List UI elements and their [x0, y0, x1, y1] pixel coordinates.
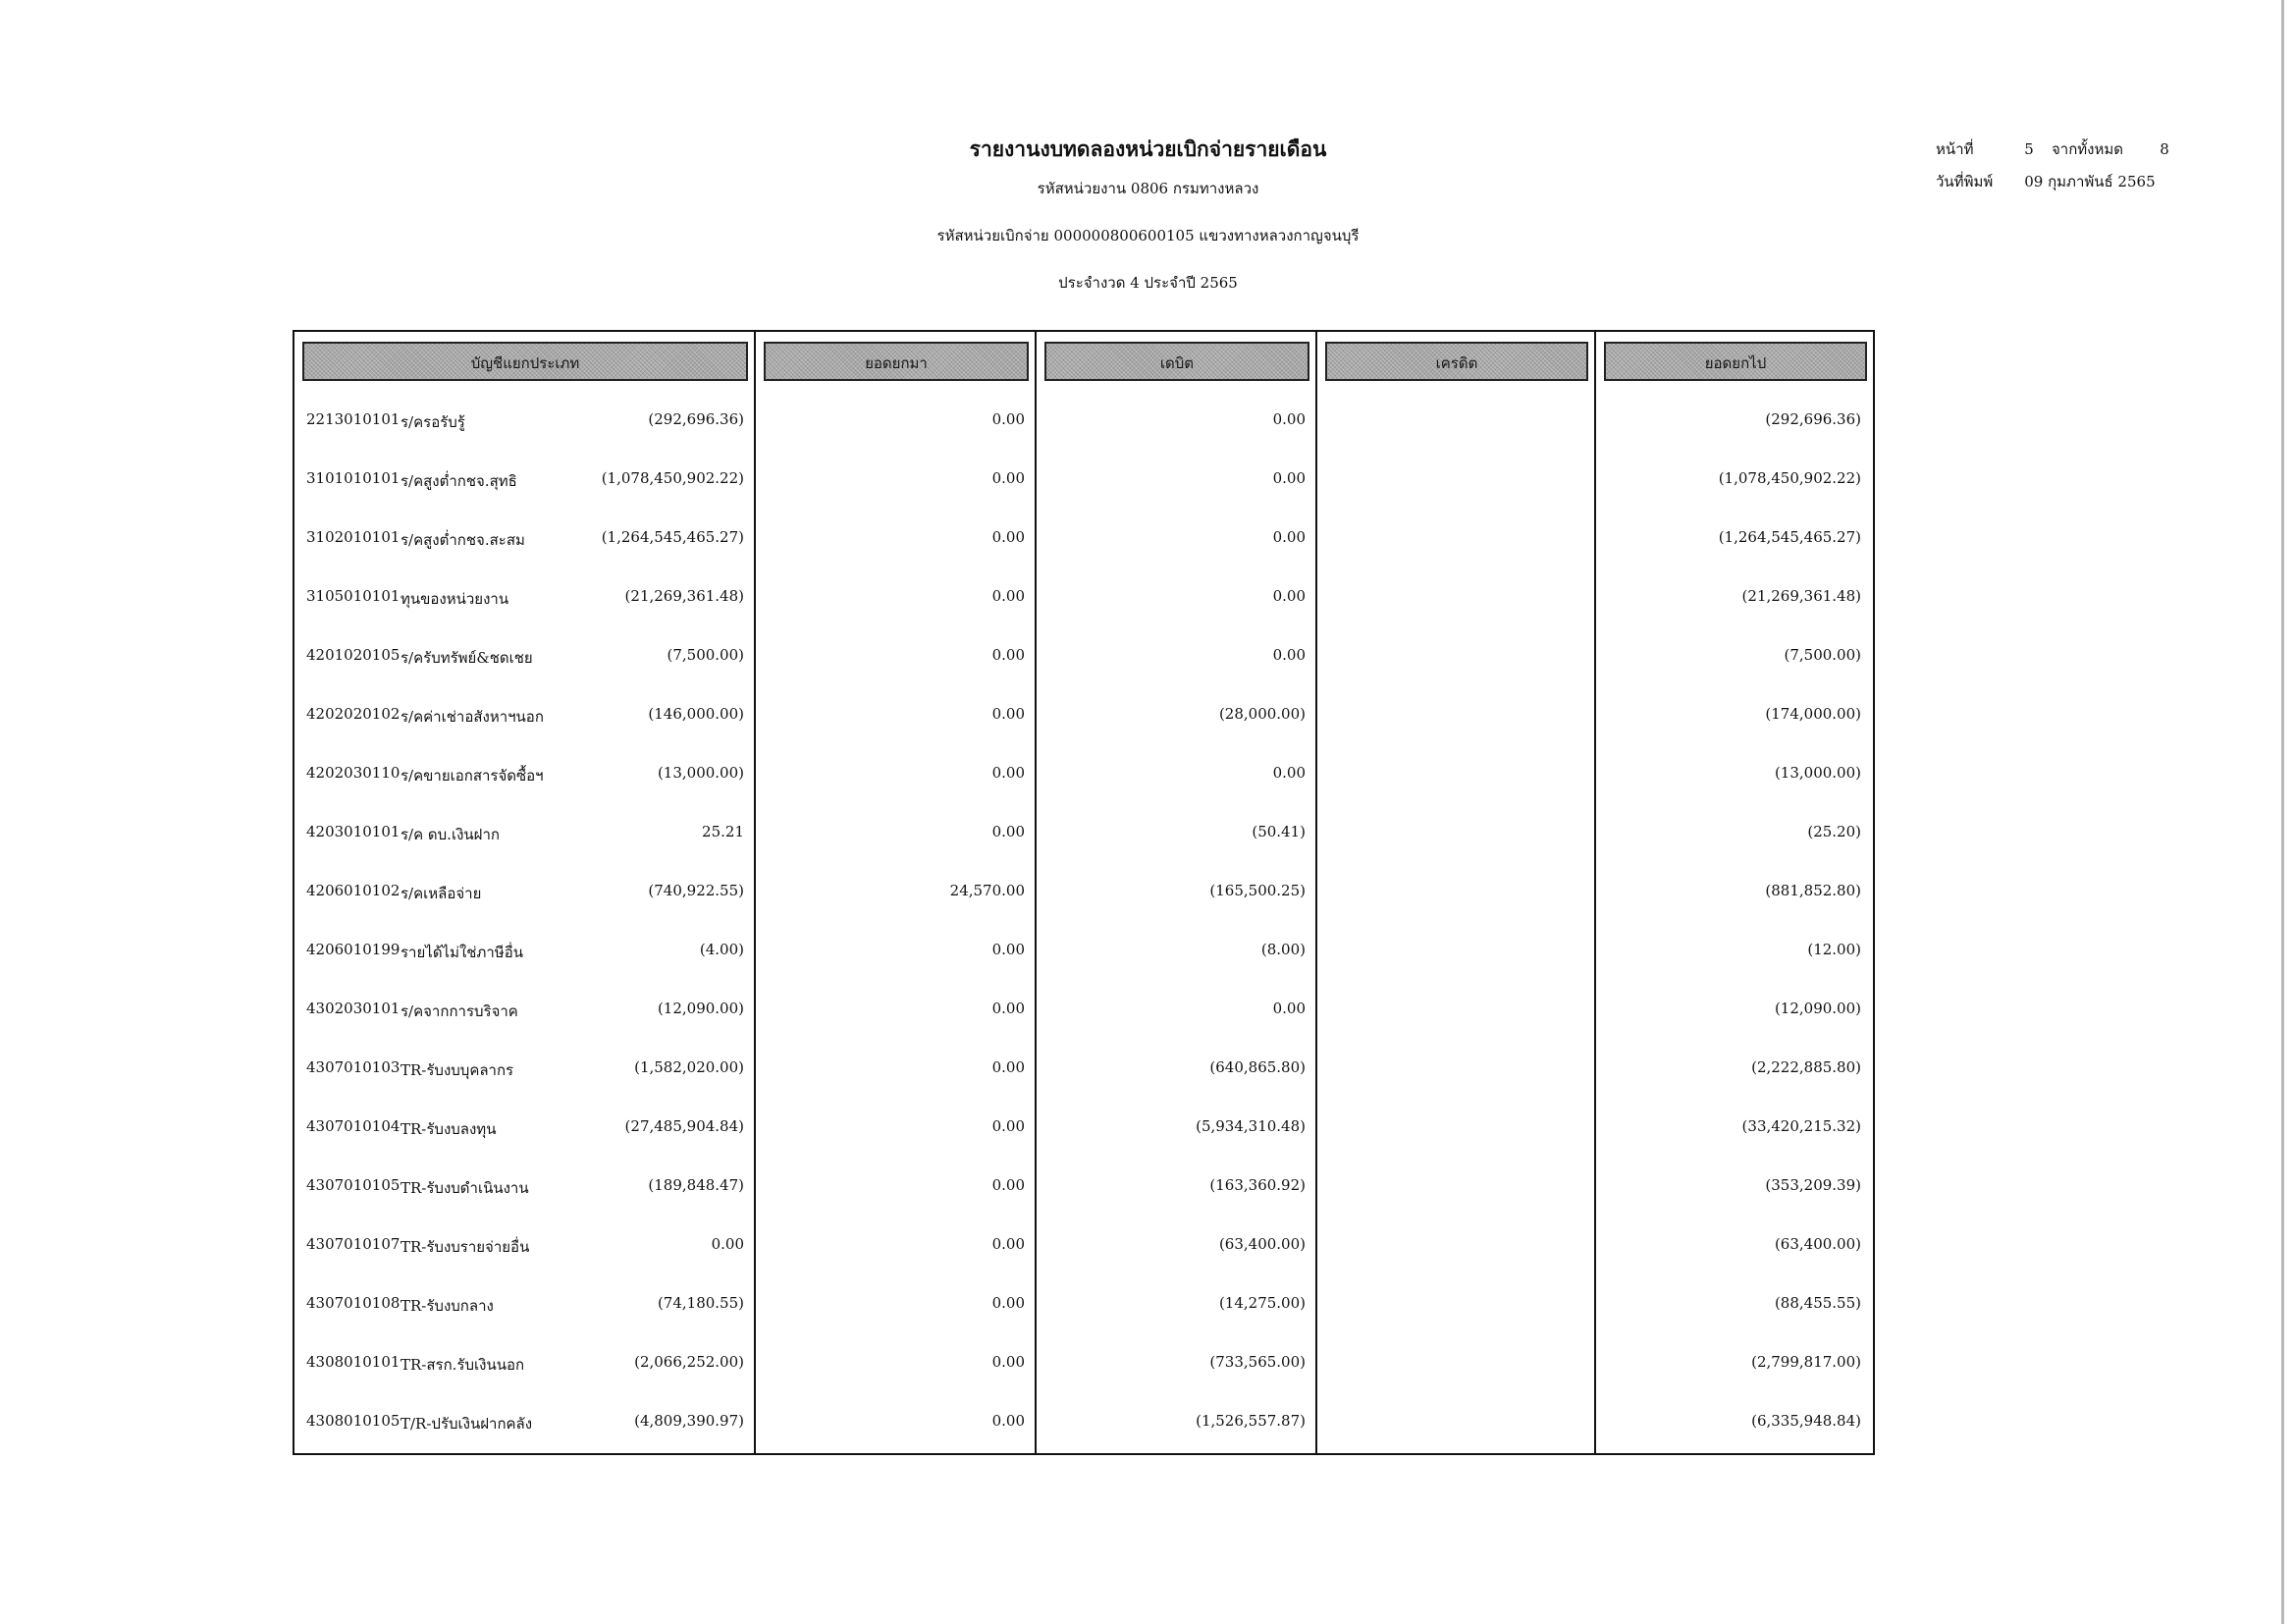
brought-forward-value: (27,485,904.84) — [624, 1117, 744, 1135]
brought-forward-value: (2,066,252.00) — [634, 1353, 744, 1371]
table-row — [294, 568, 1873, 626]
brought-forward-value: (146,000.00) — [648, 705, 744, 723]
credit-value: 0.00 — [1272, 587, 1306, 605]
brought-forward-value: (12,090.00) — [657, 1000, 744, 1017]
carried-forward-value: (2,222,885.80) — [1751, 1058, 1861, 1076]
carried-forward-value: (881,852.80) — [1765, 882, 1861, 899]
carried-forward-value: (2,799,817.00) — [1751, 1353, 1861, 1371]
account-name: TR-รับงบรายจ่ายอื่น — [400, 1238, 530, 1256]
table-row — [294, 803, 1873, 862]
credit-value: (165,500.25) — [1209, 882, 1306, 899]
credit-value: (63,400.00) — [1218, 1235, 1306, 1253]
trial-balance-table — [293, 330, 1875, 1455]
column-header-debit: เดบิต — [1044, 342, 1309, 381]
brought-forward-value: (4.00) — [699, 941, 744, 958]
debit-value: 0.00 — [991, 410, 1025, 428]
debit-value: 0.00 — [991, 1235, 1025, 1253]
table-row — [294, 685, 1873, 744]
account-name: ทุนของหน่วยงาน — [400, 590, 509, 608]
brought-forward-value: (1,582,020.00) — [634, 1058, 744, 1076]
debit-value: 0.00 — [991, 1294, 1025, 1312]
brought-forward-value: (4,809,390.97) — [634, 1412, 744, 1430]
carried-forward-value: (174,000.00) — [1765, 705, 1861, 723]
account-code: 4308010105 — [306, 1412, 400, 1430]
credit-value: (733,565.00) — [1209, 1353, 1306, 1371]
table-row — [294, 509, 1873, 568]
table-row — [294, 1098, 1873, 1157]
brought-forward-value: (189,848.47) — [648, 1176, 744, 1194]
brought-forward-value: 25.21 — [702, 823, 744, 840]
brought-forward-value: (13,000.00) — [657, 764, 744, 782]
brought-forward-value: (1,078,450,902.22) — [601, 469, 744, 487]
debit-value: 0.00 — [991, 646, 1025, 664]
table-row — [294, 921, 1873, 980]
carried-forward-value: (292,696.36) — [1765, 410, 1861, 428]
period-line: ประจำงวด 4 ประจำปี 2565 — [1058, 274, 1238, 292]
debit-value: 0.00 — [991, 587, 1025, 605]
account-name: TR-รับงบกลาง — [400, 1297, 494, 1315]
carried-forward-value: (88,455.55) — [1774, 1294, 1861, 1312]
carried-forward-value: (25.20) — [1807, 823, 1861, 840]
credit-value: 0.00 — [1272, 410, 1306, 428]
debit-value: 0.00 — [991, 1353, 1025, 1371]
account-name: ร/ครอรับรู้ — [400, 413, 465, 431]
brought-forward-value: 0.00 — [711, 1235, 744, 1253]
account-name: TR-รับงบบุคลากร — [400, 1061, 514, 1079]
account-name: ร/ค ดบ.เงินฝาก — [400, 826, 500, 843]
account-code: 4307010103 — [306, 1058, 400, 1076]
account-name: ร/คเหลือจ่าย — [400, 885, 482, 902]
brought-forward-value: (74,180.55) — [657, 1294, 744, 1312]
credit-value: (163,360.92) — [1209, 1176, 1306, 1194]
account-name: ร/คจากการบริจาค — [400, 1002, 518, 1020]
table-row — [294, 1039, 1873, 1098]
account-name: รายได้ไม่ใช่ภาษีอื่น — [400, 944, 523, 961]
debit-value: 0.00 — [991, 1000, 1025, 1017]
column-header-brought-forward: ยอดยกมา — [764, 342, 1029, 381]
debit-value: 0.00 — [991, 1176, 1025, 1194]
brought-forward-value: (292,696.36) — [648, 410, 744, 428]
credit-value: (50.41) — [1252, 823, 1306, 840]
account-code: 4307010105 — [306, 1176, 400, 1194]
account-code: 4302030101 — [306, 1000, 400, 1017]
table-row — [294, 1333, 1873, 1392]
credit-value: (640,865.80) — [1209, 1058, 1306, 1076]
table-row — [294, 626, 1873, 685]
unit-line: รหัสหน่วยงาน 0806 กรมทางหลวง — [1037, 180, 1259, 197]
column-header-carried-forward: ยอดยกไป — [1604, 342, 1867, 381]
disbursing-unit-line: รหัสหน่วยเบิกจ่าย 000000800600105 แขวงทางหลวงกาญจนบุรี — [936, 227, 1360, 244]
account-code: 4308010101 — [306, 1353, 400, 1371]
brought-forward-value: (21,269,361.48) — [624, 587, 744, 605]
account-code: 4206010199 — [306, 941, 400, 958]
column-header-credit: เครดิต — [1325, 342, 1588, 381]
debit-value: 0.00 — [991, 1058, 1025, 1076]
account-name: TR-รับงบดำเนินงาน — [400, 1179, 529, 1197]
credit-value: 0.00 — [1272, 646, 1306, 664]
account-code: 4307010107 — [306, 1235, 400, 1253]
page-info — [1936, 137, 2179, 161]
debit-value: 0.00 — [991, 1412, 1025, 1430]
account-code: 4307010108 — [306, 1294, 400, 1312]
account-code: 4203010101 — [306, 823, 400, 840]
table-row — [294, 862, 1873, 921]
account-code: 3101010101 — [306, 469, 400, 487]
account-name: ร/คสูงต่ำกชจ.สุทธิ — [400, 472, 517, 490]
table-row — [294, 1157, 1873, 1216]
print-date-info — [1936, 170, 2156, 193]
account-name: ร/คค่าเช่าอสังหาฯนอก — [400, 708, 544, 726]
table-row — [294, 1392, 1873, 1451]
debit-value: 0.00 — [991, 764, 1025, 782]
carried-forward-value: (21,269,361.48) — [1741, 587, 1861, 605]
column-header-account: บัญชีแยกประเภท — [302, 342, 748, 381]
table-row — [294, 391, 1873, 450]
debit-value: 0.00 — [991, 941, 1025, 958]
brought-forward-value: (1,264,545,465.27) — [601, 528, 744, 546]
account-code: 4202030110 — [306, 764, 400, 782]
carried-forward-value: (7,500.00) — [1784, 646, 1861, 664]
account-name: ร/ครับทรัพย์&ชดเชย — [400, 649, 533, 667]
table-row — [294, 1274, 1873, 1333]
carried-forward-value: (63,400.00) — [1774, 1235, 1861, 1253]
brought-forward-value: (740,922.55) — [648, 882, 744, 899]
credit-value: 0.00 — [1272, 469, 1306, 487]
table-row — [294, 1216, 1873, 1274]
carried-forward-value: (33,420,215.32) — [1741, 1117, 1861, 1135]
carried-forward-value: (13,000.00) — [1774, 764, 1861, 782]
table-row — [294, 980, 1873, 1039]
account-code: 3105010101 — [306, 587, 400, 605]
credit-value: (8.00) — [1260, 941, 1306, 958]
table-row — [294, 744, 1873, 803]
carried-forward-value: (6,335,948.84) — [1751, 1412, 1861, 1430]
debit-value: 0.00 — [991, 1117, 1025, 1135]
account-name: TR-สรก.รับเงินนอก — [400, 1356, 525, 1374]
account-name: TR-รับงบลงทุน — [400, 1120, 497, 1138]
debit-value: 0.00 — [991, 705, 1025, 723]
account-name: ร/คขายเอกสารจัดซื้อฯ — [400, 767, 544, 785]
credit-value: 0.00 — [1272, 764, 1306, 782]
debit-value: 0.00 — [991, 823, 1025, 840]
credit-value: 0.00 — [1272, 528, 1306, 546]
table-row — [294, 450, 1873, 509]
credit-value: (28,000.00) — [1218, 705, 1306, 723]
print-date-label: วันที่พิมพ์ — [1936, 173, 1994, 190]
carried-forward-value: (1,078,450,902.22) — [1718, 469, 1861, 487]
account-code: 4307010104 — [306, 1117, 400, 1135]
account-name: T/R-ปรับเงินฝากคลัง — [400, 1415, 533, 1433]
account-name: ร/คสูงต่ำกชจ.สะสม — [400, 531, 525, 549]
carried-forward-value: (353,209.39) — [1765, 1176, 1861, 1194]
carried-forward-value: (1,264,545,465.27) — [1718, 528, 1861, 546]
page-label: หน้าที่ — [1936, 140, 1974, 158]
carried-forward-value: (12.00) — [1807, 941, 1861, 958]
credit-value: (1,526,557.87) — [1196, 1412, 1306, 1430]
account-code: 4201020105 — [306, 646, 400, 664]
debit-value: 24,570.00 — [949, 882, 1025, 899]
account-code: 4202020102 — [306, 705, 400, 723]
credit-value: 0.00 — [1272, 1000, 1306, 1017]
account-code: 2213010101 — [306, 410, 400, 428]
page-number: 5 — [2024, 140, 2034, 158]
debit-value: 0.00 — [991, 528, 1025, 546]
carried-forward-value: (12,090.00) — [1774, 1000, 1861, 1017]
account-code: 4206010102 — [306, 882, 400, 899]
report-title: รายงานงบทดลองหน่วยเบิกจ่ายรายเดือน — [969, 136, 1327, 161]
print-date: 09 กุมภาพันธ์ 2565 — [2024, 173, 2156, 190]
brought-forward-value: (7,500.00) — [667, 646, 744, 664]
debit-value: 0.00 — [991, 469, 1025, 487]
account-code: 3102010101 — [306, 528, 400, 546]
of-label: จากทั้งหมด — [2052, 140, 2124, 158]
total-pages: 8 — [2160, 140, 2169, 158]
credit-value: (5,934,310.48) — [1196, 1117, 1306, 1135]
credit-value: (14,275.00) — [1218, 1294, 1306, 1312]
